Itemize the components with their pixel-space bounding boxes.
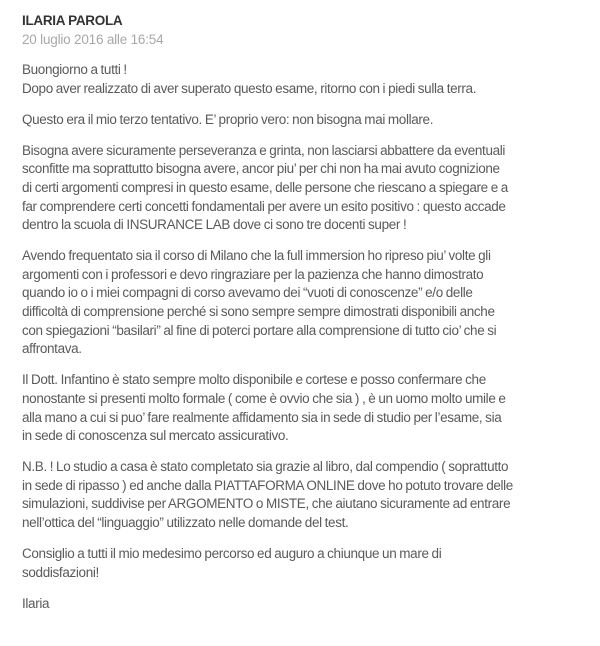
text-line: di certi argomenti compresi in questo esame, delle persone che riescano a spiegare e a [22,179,508,195]
text-line: con spiegazioni “basilari” al fine di poterci portare alla comprensione di tutto cio’ che si [22,322,497,338]
comment-author: ILARIA PAROLA [22,13,123,28]
text-line: difficoltà di comprensione perché si sono sempre sempre dimostrati disponibili anche [22,304,495,320]
paragraph-attempt [22,111,580,130]
paragraph-signature [22,595,580,614]
text-line: dentro la scuola di INSURANCE LAB dove ci sono tre docenti super ! [22,217,407,233]
text-line: simulazioni, suddivise per ARGOMENTO o MISTE, che aiutano sicuramente ad entrare [22,496,511,512]
signature: Ilaria [22,595,50,611]
text-line: Consiglio a tutti il mio medesimo percorso ed auguro a chiunque un mare di [22,546,442,562]
text-line: Buongiorno a tutti ! [22,62,127,77]
text-line: Dopo aver realizzato di aver superato questo esame, ritorno con i piedi sulla terra. [22,80,477,96]
paragraph-advice [22,545,580,582]
paragraph-perseverance [22,142,580,235]
text-line: alla mano a cui si puo’ fare realmente affidamento sia in sede di studio per l’esame, sia [22,409,502,425]
text-line: far comprendere certi concetti fondamentali per avere un esito positivo : questo accade [22,198,506,214]
text-line: N.B. ! Lo studio a casa è stato completato sia grazie al libro, dal compendio ( soprattutto [22,459,509,475]
text-line: soddisfazioni! [22,564,99,580]
text-line: Bisogna avere sicuramente perseveranza e grinta, non lasciarsi abbattere da eventuali [22,142,506,158]
text-line: nell’ottica del “linguaggio” utilizzato nelle domande del test. [22,514,349,530]
text-line: Il Dott. Infantino è stato sempre molto disponibile e cortese e posso confermare che [22,372,486,388]
text-line: quando io o i miei compagni di corso avevamo dei “vuoti di conoscenze” e/o delle [22,285,473,301]
text-line: Questo era il mio terzo tentativo. E’ proprio vero: non bisogna mai mollare. [22,111,434,127]
text-line: sconfitte ma soprattutto bisogna avere, ancor piu’ per chi non ha mai avuto cognizione [22,161,500,177]
text-line: argomenti con i professori e devo ringraziare per la pazienza che hanno dimostrato [22,266,484,282]
paragraph-course [22,247,580,359]
comment-date: 20 luglio 2016 alle 16:54 [22,32,164,47]
paragraph-nb [22,458,580,532]
paragraph-teacher [22,371,580,445]
text-line: in sede di ripasso ) ed anche dalla PIATTAFORMA ONLINE dove ho potuto trovare delle [22,477,513,493]
text-line: affrontava. [22,341,82,357]
comment-body [22,61,580,613]
text-line: nonostante si presenti molto formale ( come è ovvio che sia ) , è un uomo molto umile e [22,390,506,406]
text-line: in sede di conoscenza sul mercato assicurativo. [22,428,289,444]
paragraph-greeting [22,61,580,98]
text-line: Avendo frequentato sia il corso di Milano che la full immersion ho ripreso piu’ volte gli [22,248,491,264]
